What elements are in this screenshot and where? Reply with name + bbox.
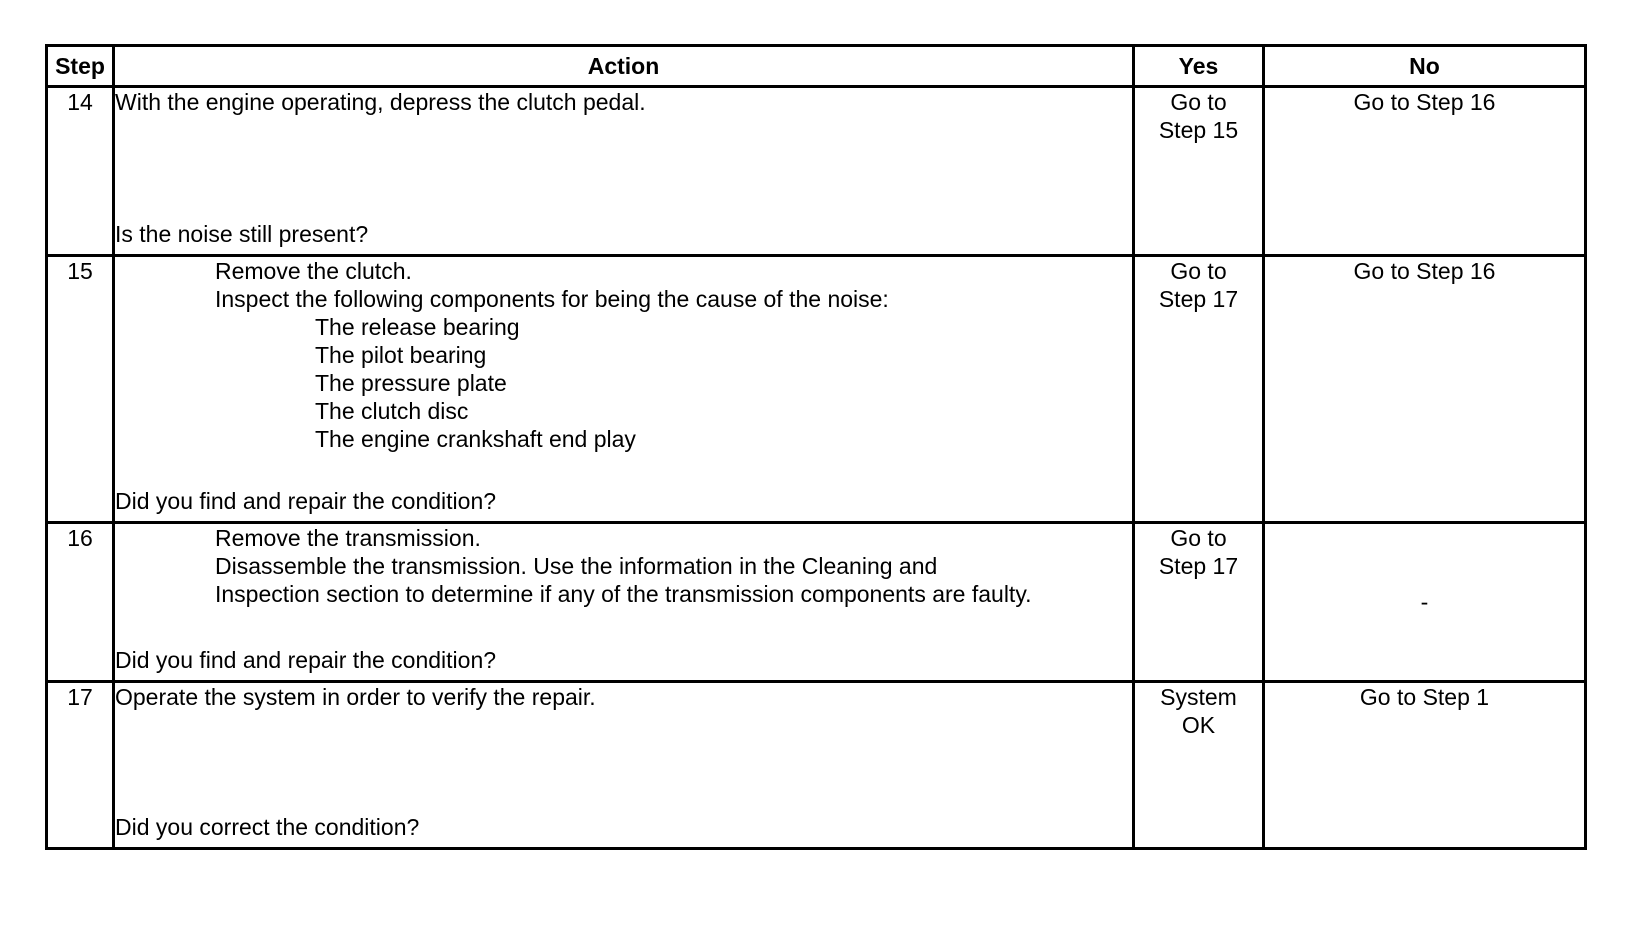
yes-line: Step 15 <box>1158 117 1239 143</box>
step-number: 14 <box>47 87 114 256</box>
action-cell <box>114 87 1134 256</box>
header-action: Action <box>114 46 1134 87</box>
yes-line: Step 17 <box>1158 286 1239 312</box>
yes-cell <box>1134 87 1264 256</box>
action-cell <box>114 682 1134 849</box>
action-line: Inspection section to determine if any of the transmission components are faulty. <box>215 581 1032 607</box>
action-line: Remove the transmission. <box>215 525 481 551</box>
action-subitem: The pilot bearing <box>315 342 487 368</box>
no-cell: - <box>1264 523 1586 682</box>
table-row <box>47 682 1586 849</box>
action-text <box>115 257 1132 453</box>
yes-line: System <box>1160 684 1237 710</box>
action-subitem: The clutch disc <box>315 398 469 424</box>
action-subitem: The pressure plate <box>315 370 507 396</box>
yes-cell <box>1134 256 1264 523</box>
table-row <box>47 256 1586 523</box>
action-question: Is the noise still present? <box>115 221 369 247</box>
yes-line: Go to <box>1170 89 1227 115</box>
yes-line: Step 17 <box>1158 553 1239 579</box>
action-cell <box>114 523 1134 682</box>
header-step: Step <box>47 46 114 87</box>
action-subitem: The release bearing <box>315 314 520 340</box>
action-question: Did you find and repair the condition? <box>115 647 497 673</box>
action-line: Inspect the following components for being the cause of the noise: <box>215 286 889 312</box>
action-line: Disassemble the transmission. Use the information in the Cleaning and <box>215 553 938 579</box>
header-yes: Yes <box>1134 46 1264 87</box>
step-number: 17 <box>47 682 114 849</box>
diagnostic-table <box>45 44 1587 850</box>
no-cell: Go to Step 16 <box>1264 87 1586 256</box>
action-text <box>115 524 1132 608</box>
header-row <box>47 46 1586 87</box>
action-question: Did you find and repair the condition? <box>115 488 497 514</box>
yes-line: Go to <box>1170 525 1227 551</box>
yes-line: Go to <box>1170 258 1227 284</box>
step-number: 15 <box>47 256 114 523</box>
table-row <box>47 87 1586 256</box>
yes-line: OK <box>1181 712 1216 738</box>
action-line: With the engine operating, depress the clutch pedal. <box>115 89 646 115</box>
header-no: No <box>1264 46 1586 87</box>
action-line: Operate the system in order to verify the repair. <box>115 684 596 710</box>
step-number: 16 <box>47 523 114 682</box>
yes-cell <box>1134 523 1264 682</box>
action-cell <box>114 256 1134 523</box>
no-cell: Go to Step 16 <box>1264 256 1586 523</box>
action-subitem: The engine crankshaft end play <box>315 426 636 452</box>
diagnostic-table-container <box>45 44 1584 850</box>
yes-cell <box>1134 682 1264 849</box>
action-question: Did you correct the condition? <box>115 814 420 840</box>
table-row <box>47 523 1586 682</box>
no-cell: Go to Step 1 <box>1264 682 1586 849</box>
action-line: Remove the clutch. <box>215 258 412 284</box>
action-text <box>115 683 1132 711</box>
action-text <box>115 88 1132 116</box>
